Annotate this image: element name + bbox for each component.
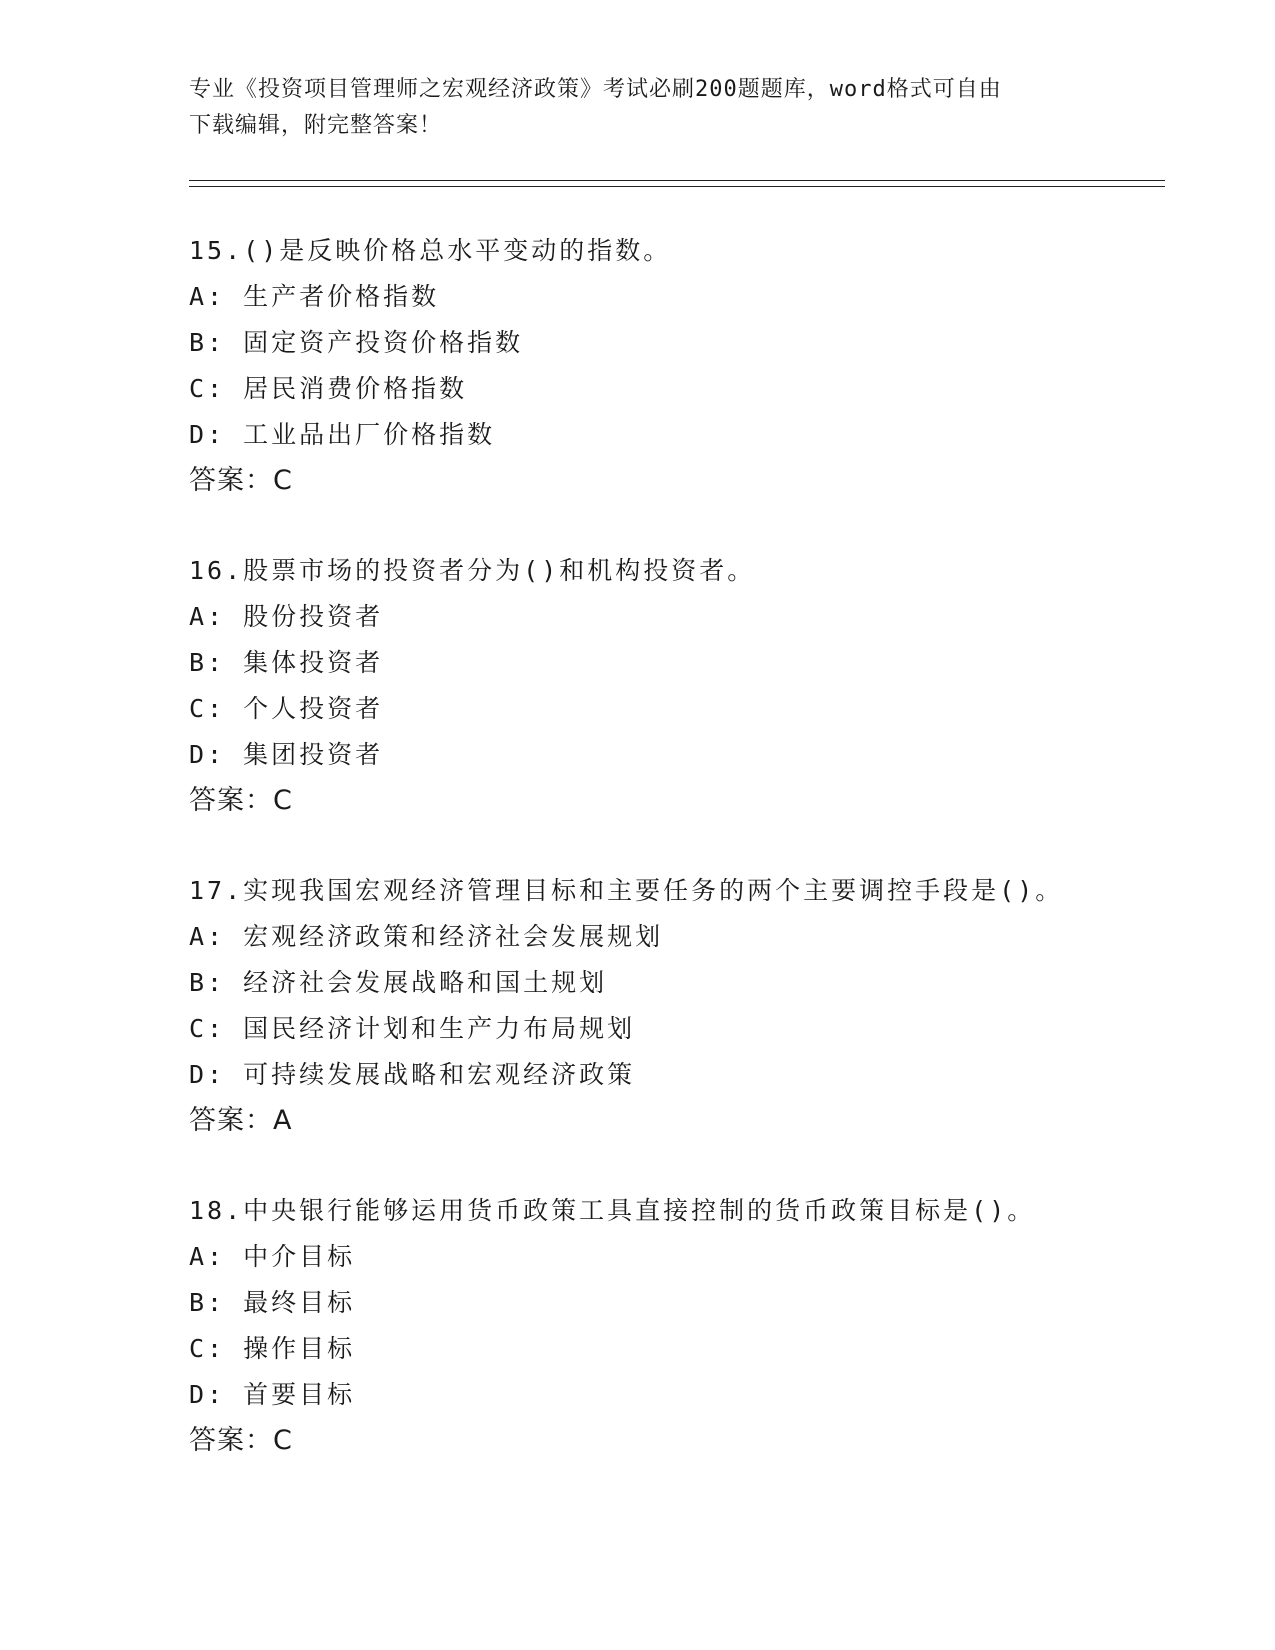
option-c: C: 个人投资者 — [189, 694, 384, 723]
question-stem: 15.()是反映价格总水平变动的指数。 — [189, 236, 672, 265]
question-16 — [189, 548, 1149, 824]
answer: 答案：C — [189, 465, 293, 496]
answer: 答案：C — [189, 785, 293, 816]
question-17 — [189, 868, 1149, 1144]
option-d: D: 工业品出厂价格指数 — [189, 420, 496, 449]
answer: 答案：C — [189, 1425, 293, 1456]
question-stem: 18.中央银行能够运用货币政策工具直接控制的货币政策目标是()。 — [189, 1196, 1036, 1225]
option-c: C: 居民消费价格指数 — [189, 374, 468, 403]
option-c: C: 国民经济计划和生产力布局规划 — [189, 1014, 636, 1043]
option-a: A: 宏观经济政策和经济社会发展规划 — [189, 922, 664, 951]
header-divider — [189, 180, 1165, 187]
option-a: A: 中介目标 — [189, 1242, 356, 1271]
header-line-1: 专业《投资项目管理师之宏观经济政策》考试必刷200题题库，word格式可自由 — [189, 77, 1002, 102]
option-a: A: 生产者价格指数 — [189, 282, 440, 311]
option-b: B: 经济社会发展战略和国土规划 — [189, 968, 608, 997]
answer: 答案：A — [189, 1105, 293, 1136]
question-15 — [189, 228, 1149, 504]
option-d: D: 可持续发展战略和宏观经济政策 — [189, 1060, 636, 1089]
header-line-2: 下载编辑，附完整答案！ — [189, 113, 443, 138]
question-stem: 17.实现我国宏观经济管理目标和主要任务的两个主要调控手段是()。 — [189, 876, 1064, 905]
document-header — [189, 72, 1089, 144]
question-stem: 16.股票市场的投资者分为()和机构投资者。 — [189, 556, 756, 585]
option-b: B: 集体投资者 — [189, 648, 384, 677]
option-b: B: 最终目标 — [189, 1288, 356, 1317]
option-d: D: 集团投资者 — [189, 740, 384, 769]
option-c: C: 操作目标 — [189, 1334, 356, 1363]
option-a: A: 股份投资者 — [189, 602, 384, 631]
question-18 — [189, 1188, 1149, 1464]
option-b: B: 固定资产投资价格指数 — [189, 328, 524, 357]
option-d: D: 首要目标 — [189, 1380, 356, 1409]
